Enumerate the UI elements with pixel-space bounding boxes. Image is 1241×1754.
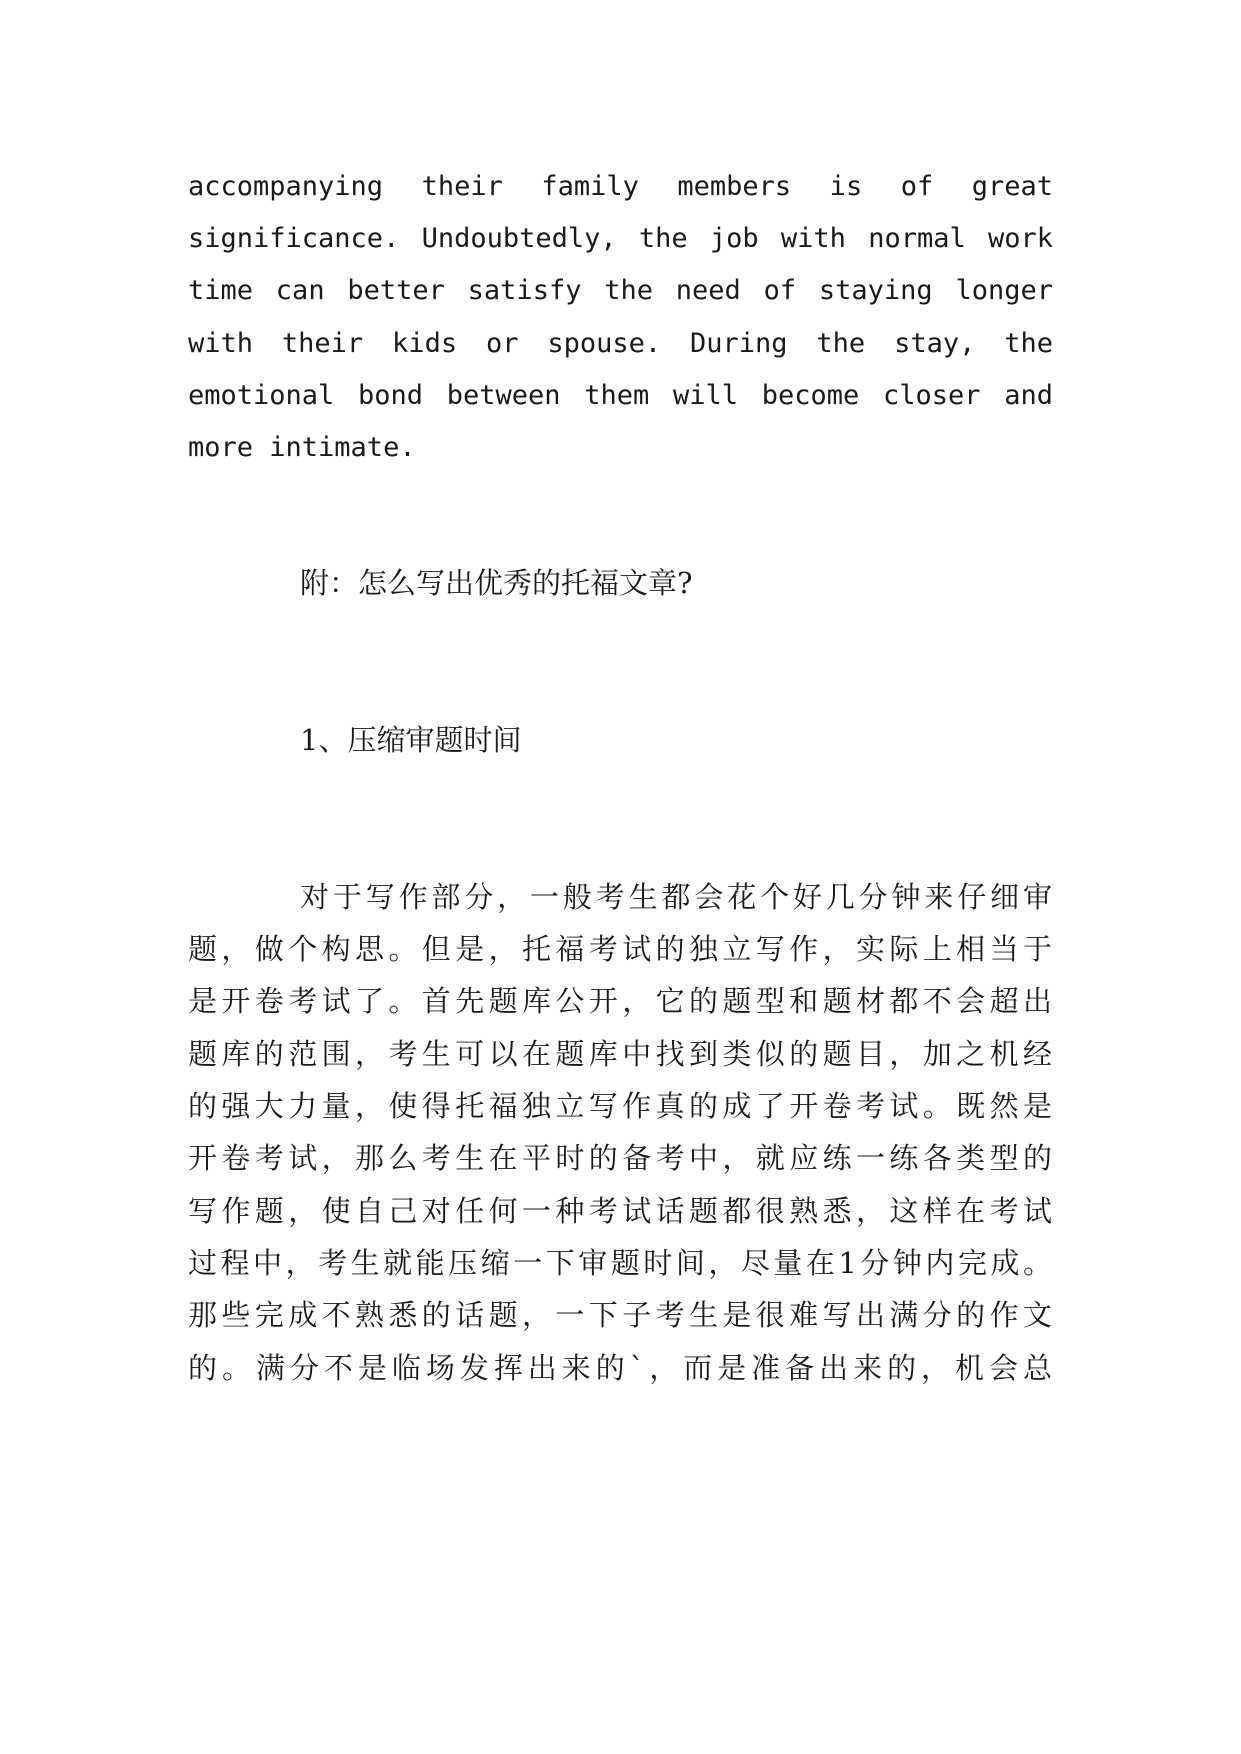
chinese-line-6: 开卷考试，那么考生在平时的备考中，就应练一练各类型的	[188, 1141, 1053, 1175]
chinese-line-9: 那些完成不熟悉的话题，一下子考生是很难写出满分的作文	[188, 1298, 1053, 1332]
english-line-6: more intimate.	[188, 432, 416, 463]
chinese-line-10: 的。满分不是临场发挥出来的`，而是准备出来的，机会总	[188, 1351, 1053, 1385]
chinese-line-1: 对于写作部分，一般考生都会花个好几分钟来仔细审	[300, 880, 1053, 914]
english-line-4: with their kids or spouse. During the stay, the	[188, 328, 1053, 359]
chinese-line-7: 写作题，使自己对任何一种考试话题都很熟悉，这样在考试	[188, 1194, 1053, 1228]
english-line-3: time can better satisfy the need of staying longer	[188, 275, 1053, 306]
chinese-line-2: 题，做个构思。但是，托福考试的独立写作，实际上相当于	[188, 932, 1053, 966]
chinese-line-8: 过程中，考生就能压缩一下审题时间，尽量在1分钟内完成。	[188, 1246, 1053, 1280]
english-line-1: accompanying their family members is of great	[188, 171, 1053, 202]
chinese-line-3: 是开卷考试了。首先题库公开，它的题型和题材都不会超出	[188, 984, 1053, 1018]
chinese-line-4: 题库的范围，考生可以在题库中找到类似的题目，加之机经	[188, 1037, 1053, 1071]
appendix-heading: 附：怎么写出优秀的托福文章?	[300, 566, 693, 600]
section-heading: 1、压缩审题时间	[300, 723, 522, 757]
english-line-5: emotional bond between them will become closer and	[188, 380, 1053, 411]
english-line-2: significance. Undoubtedly, the job with normal work	[188, 223, 1053, 254]
chinese-line-5: 的强大力量，使得托福独立写作真的成了开卷考试。既然是	[188, 1089, 1053, 1123]
